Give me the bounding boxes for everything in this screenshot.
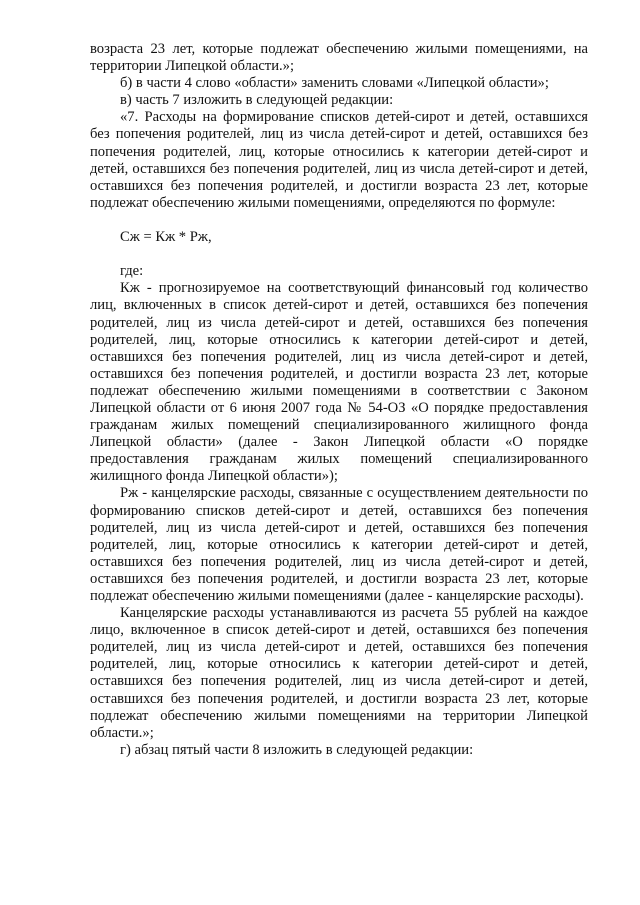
paragraph-continuation: возраста 23 лет, которые подлежат обеспечению жилыми помещениями, на территории Липецкой области.»; [90,41,588,75]
spacer [90,212,588,229]
formula: Сж = Кж * Рж, [120,229,212,246]
spacer [90,246,588,263]
paragraph-item-v: в) часть 7 изложить в следующей редакции: [120,92,394,109]
definition-rzh: Рж - канцелярские расходы, связанные с осуществлением деятельности по формированию списков детей-сирот и детей, оставшихся без попечения родителей, лиц из числа детей-сирот и детей, оставшихся без попечения родителей, лиц, которые относились к категории детей-сирот и детей, оставшихся без попечения родителей, лиц из числа детей-сирот и детей, оставшихся без попечения родителей, и достигли возраста 23 лет, которые подлежат обеспечению жилыми помещениями (далее - канцелярские расходы). [90,485,588,604]
document-page [90,41,588,759]
paragraph-item-g: г) абзац пятый части 8 изложить в следующей редакции: [120,741,474,758]
paragraph-office-expenses: Канцелярские расходы устанавливаются из расчета 55 рублей на каждое лицо, включенное в список детей-сирот и детей, оставшихся без попечения родителей, лиц из числа детей-сирот и детей, оставшихся без попечения родителей, лиц, которые относились к категории детей-сирот и детей, оставшихся без попечения родителей, лиц из числа детей-сирот и детей, оставшихся без попечения родителей, и достигли возраста 23 лет, которые подлежат обеспечению жилыми помещениями на территории Липецкой области.»; [90,605,588,741]
paragraph-item-b: б) в части 4 слово «области» заменить словами «Липецкой области»; [120,75,549,92]
paragraph-part-7: «7. Расходы на формирование списков детей-сирот и детей, оставшихся без попечения родителей, лиц из числа детей-сирот и детей, оставшихся без попечения родителей, лиц, которые относились к категории детей-сирот и детей, оставшихся без попечения родителей, лиц из числа детей-сирот и детей, оставшихся без попечения родителей, и достигли возраста 23 лет, которые подлежат обеспечению жилыми помещениями, определяются по формуле: [90,109,588,211]
where-label: где: [120,263,144,280]
definition-kzh: Кж - прогнозируемое на соответствующий финансовый год количество лиц, включенных в список детей-сирот и детей, оставшихся без попечения родителей, лиц из числа детей-сирот и детей, оставшихся без попечения родителей, лиц, которые относились к категории детей-сирот и детей, оставшихся без попечения родителей, лиц из числа детей-сирот и детей, оставшихся без попечения родителей, и достигли возраста 23 лет, которые подлежат обеспечению жилыми помещениями в соответствии с Законом Липецкой области от 6 июня 2007 года № 54-ОЗ «О порядке предоставления гражданам жилых помещений специализированного жилищного фонда Липецкой области» (далее - Закон Липецкой области «О порядке предоставления гражданам жилых помещений специализированного жилищного фонда Липецкой области»); [90,280,588,485]
